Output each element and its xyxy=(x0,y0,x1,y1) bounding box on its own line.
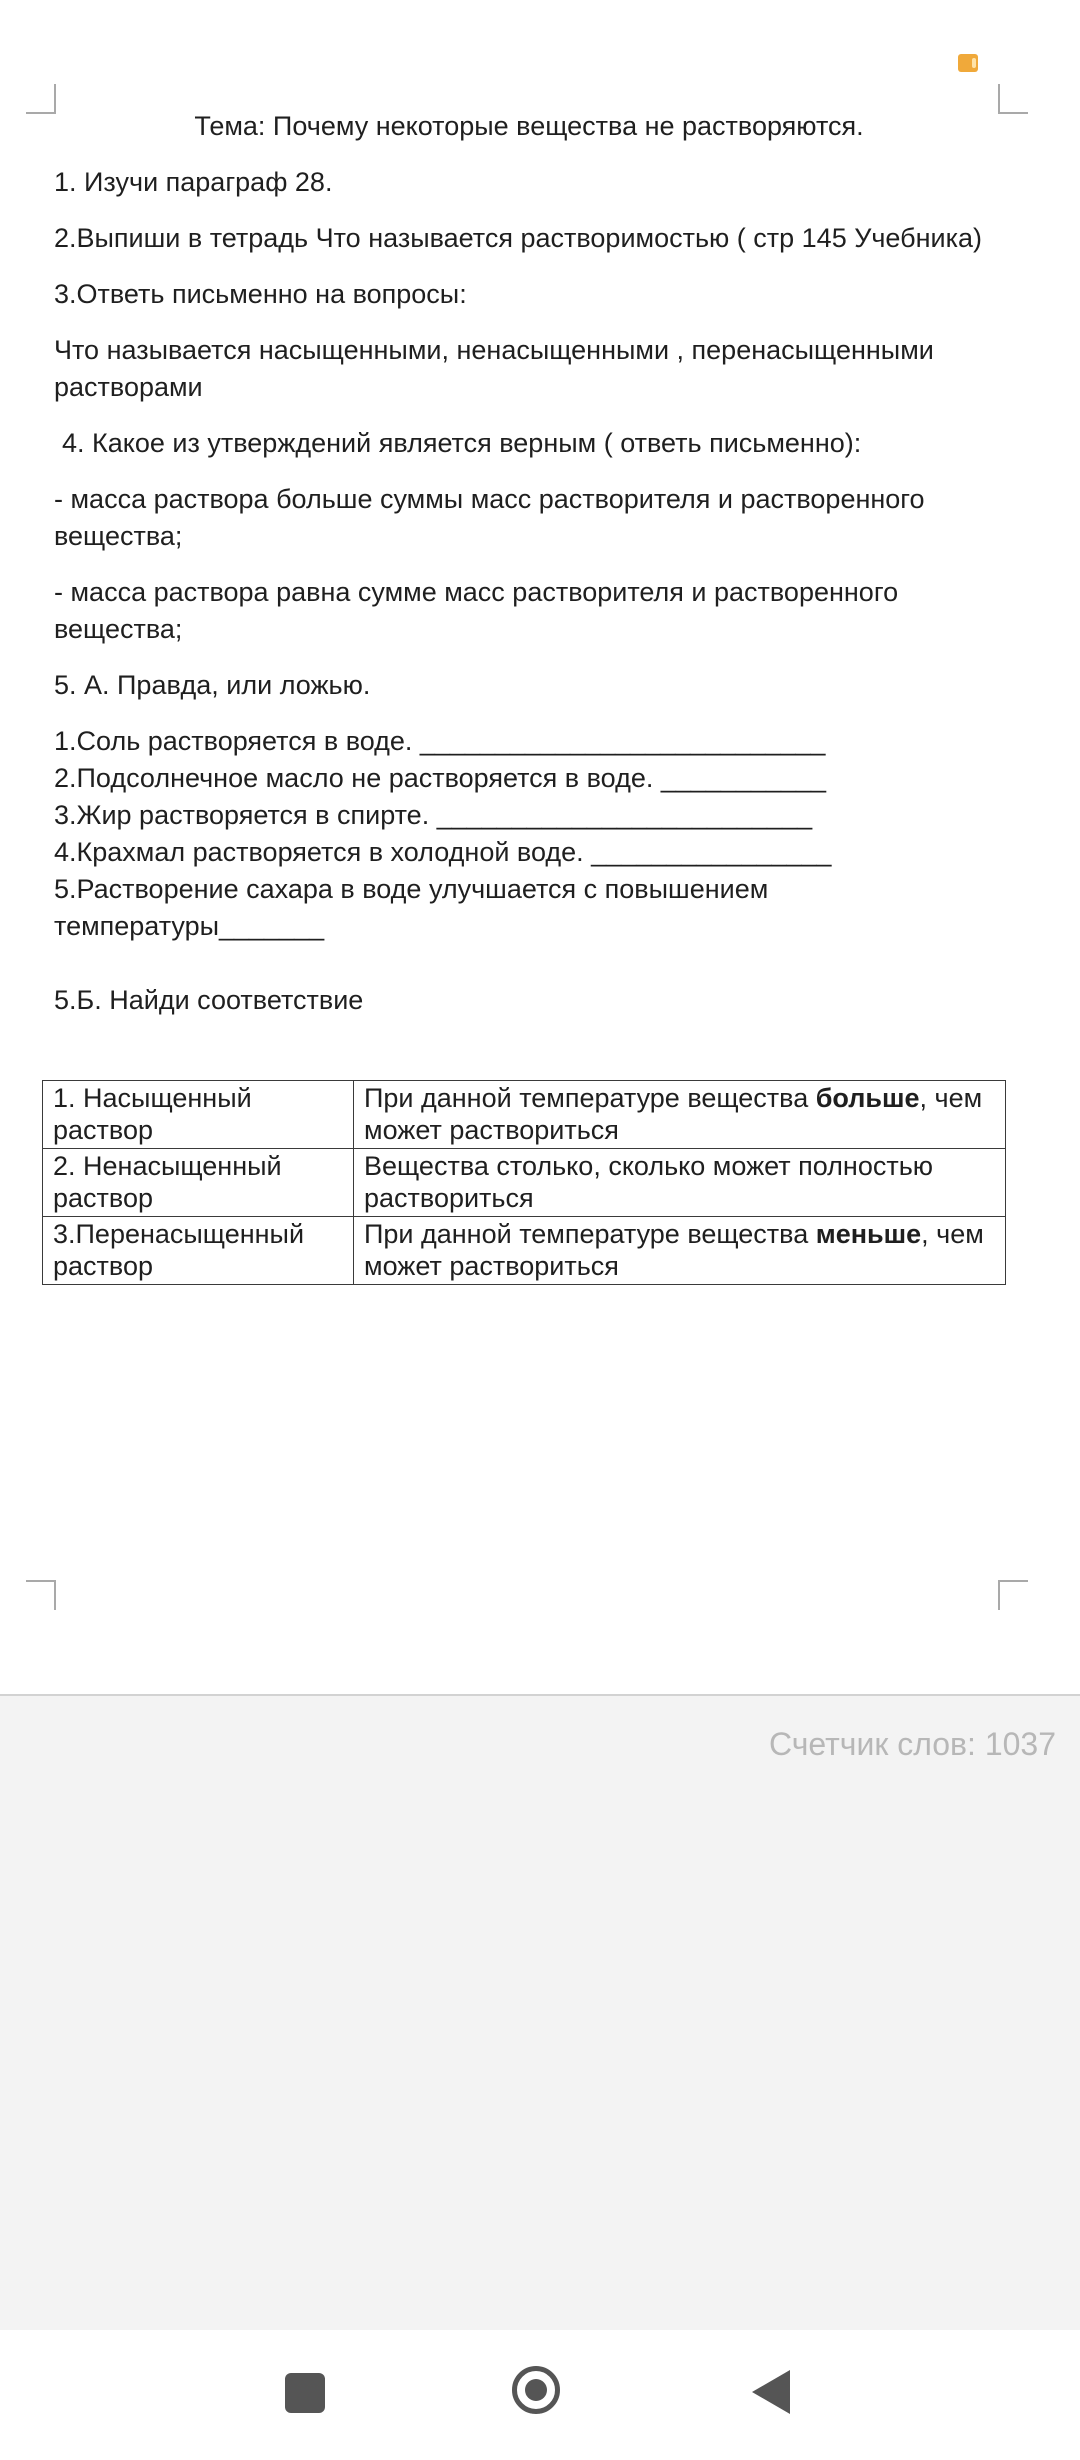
statement-4: 4.Крахмал растворяется в холодной воде. ________________ xyxy=(54,837,832,867)
matching-table[interactable] xyxy=(42,1080,1006,1285)
statement-1: 1.Соль растворяется в воде. ___________________________ xyxy=(54,726,826,756)
statement-5: 5.Растворение сахара в воде улучшается с повышением температуры_______ xyxy=(54,874,769,941)
home-icon[interactable] xyxy=(512,2366,560,2414)
definition-bold: меньше xyxy=(815,1219,922,1249)
system-navigation-bar xyxy=(0,2330,1080,2460)
question-text: Что называется насыщенными, ненасыщенными , перенасыщенными растворами xyxy=(54,335,934,402)
page-corner-bottom-left xyxy=(26,1580,56,1610)
back-icon[interactable] xyxy=(752,2370,790,2414)
page-corner-bottom-right xyxy=(998,1580,1028,1610)
definition-text: Вещества столько, сколько может полностью раствориться xyxy=(364,1151,934,1213)
option-1: - масса раствора больше суммы масс растворителя и растворенного вещества; xyxy=(54,484,925,551)
comment-marker-icon[interactable] xyxy=(958,54,978,72)
definition-text: , чем может раствориться xyxy=(364,1083,983,1145)
statement-2: 2.Подсолнечное масло не растворяется в воде. ___________ xyxy=(54,763,827,793)
table-cell-definition xyxy=(354,1217,1006,1285)
task-5b: 5.Б. Найди соответствие xyxy=(54,985,364,1015)
table-cell-definition xyxy=(354,1081,1006,1149)
editor-background xyxy=(0,1694,1080,2332)
doc-title: Тема: Почему некоторые вещества не растворяются. xyxy=(194,111,864,141)
task-3: 3.Ответь письменно на вопросы: xyxy=(54,279,467,309)
task-5a: 5. А. Правда, или ложью. xyxy=(54,670,371,700)
table-cell-definition xyxy=(354,1149,1006,1217)
definition-bold: больше xyxy=(815,1083,920,1113)
table-cell-term: 2. Ненасыщенный раствор xyxy=(43,1149,354,1217)
table-cell-term: 3.Перенасыщенный раствор xyxy=(43,1217,354,1285)
definition-text: , чем может раствориться xyxy=(364,1219,984,1281)
definition-text: При данной температуре вещества xyxy=(364,1083,816,1113)
table-row xyxy=(43,1081,1006,1149)
task-2: 2.Выпиши в тетрадь Что называется растворимостью ( стр 145 Учебника) xyxy=(54,223,983,253)
task-1: 1. Изучи параграф 28. xyxy=(54,167,333,197)
table-row xyxy=(43,1217,1006,1285)
definition-text: При данной температуре вещества xyxy=(364,1219,816,1249)
option-2: - масса раствора равна сумме масс растворителя и растворенного вещества; xyxy=(54,577,899,644)
task-4: 4. Какое из утверждений является верным ( ответь письменно): xyxy=(62,428,862,458)
word-counter: Счетчик слов: 1037 xyxy=(768,1726,1056,1762)
recent-apps-icon[interactable] xyxy=(285,2373,325,2413)
table-cell-term: 1. Насыщенный раствор xyxy=(43,1081,354,1149)
statement-3: 3.Жир растворяется в спирте. _________________________ xyxy=(54,800,813,830)
table-row xyxy=(43,1149,1006,1217)
document-body[interactable] xyxy=(54,108,1014,1019)
